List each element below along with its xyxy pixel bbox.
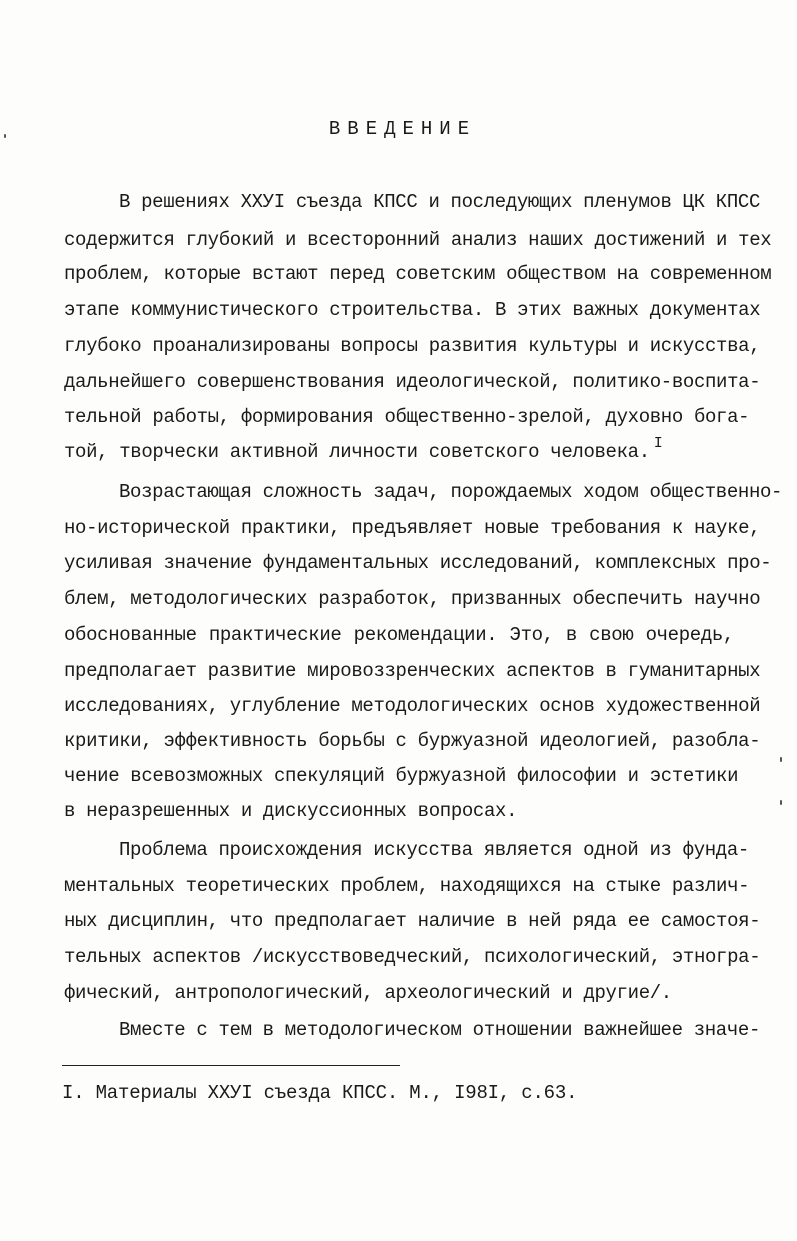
text-line: тельной работы, формирования общественно-зрелой, духовно бога-	[64, 406, 750, 428]
text-line: В решениях ХХУI съезда КПСС и последующих пленумов ЦК КПСС	[119, 191, 761, 213]
text-line: проблем, которые встают перед советским обществом на современном	[64, 263, 772, 285]
text-line: глубоко проанализированы вопросы развития культуры и искусства,	[64, 335, 761, 357]
page-title: ВВЕДЕНИЕ	[328, 118, 477, 140]
text-line: блем, методологических разработок, призванных обеспечить научно	[64, 588, 761, 610]
text-line: содержится глубокий и всесторонний анализ наших достижений и тех	[64, 229, 772, 251]
text-line: Возрастающая сложность задач, порождаемых ходом общественно-	[119, 481, 783, 503]
text-line: предполагает развитие мировоззренческих аспектов в гуманитарных	[64, 660, 761, 682]
footnote-marker: I	[653, 435, 663, 452]
footnote-divider	[62, 1065, 400, 1066]
scan-mark	[780, 757, 782, 762]
text-line: обоснованные практические рекомендации. Это, в свою очередь,	[64, 624, 734, 646]
text-line: ментальных теоретических проблем, находящихся на стыке различ-	[64, 875, 750, 897]
text-line: фический, антропологический, археологический и другие/.	[64, 982, 672, 1004]
text-line: исследованиях, углубление методологических основ художественной	[64, 695, 761, 717]
text-line: но-исторической практики, предъявляет новые требования к науке,	[64, 517, 761, 539]
text-line: этапе коммунистического строительства. В этих важных документах	[64, 299, 761, 321]
text-line: Проблема происхождения искусства является одной из фунда-	[119, 839, 749, 861]
text-line: в неразрешенных и дискуссионных вопросах.	[64, 800, 518, 822]
text-line: усиливая значение фундаментальных исследований, комплексных про-	[64, 552, 772, 574]
text-line: критики, эффективность борьбы с буржуазной идеологией, разобла-	[64, 730, 761, 752]
text-line: чение всевозможных спекуляций буржуазной философии и эстетики	[64, 765, 739, 787]
text-line: дальнейшего совершенствования идеологической, политико-воспита-	[64, 371, 761, 393]
line-text: той, творчески активной личности советского человека.	[64, 441, 650, 463]
text-line: тельных аспектов /искусствоведческий, психологический, этногра-	[64, 946, 761, 968]
text-line	[64, 435, 663, 466]
footnote: I. Материалы ХХУI съезда КПСС. М., I98I, с.63.	[62, 1082, 578, 1104]
scan-mark	[780, 800, 782, 805]
text-line: Вместе с тем в методологическом отношении важнейшее значе-	[119, 1019, 761, 1041]
text-line: ных дисциплин, что предполагает наличие в ней ряда ее самостоя-	[64, 910, 761, 932]
